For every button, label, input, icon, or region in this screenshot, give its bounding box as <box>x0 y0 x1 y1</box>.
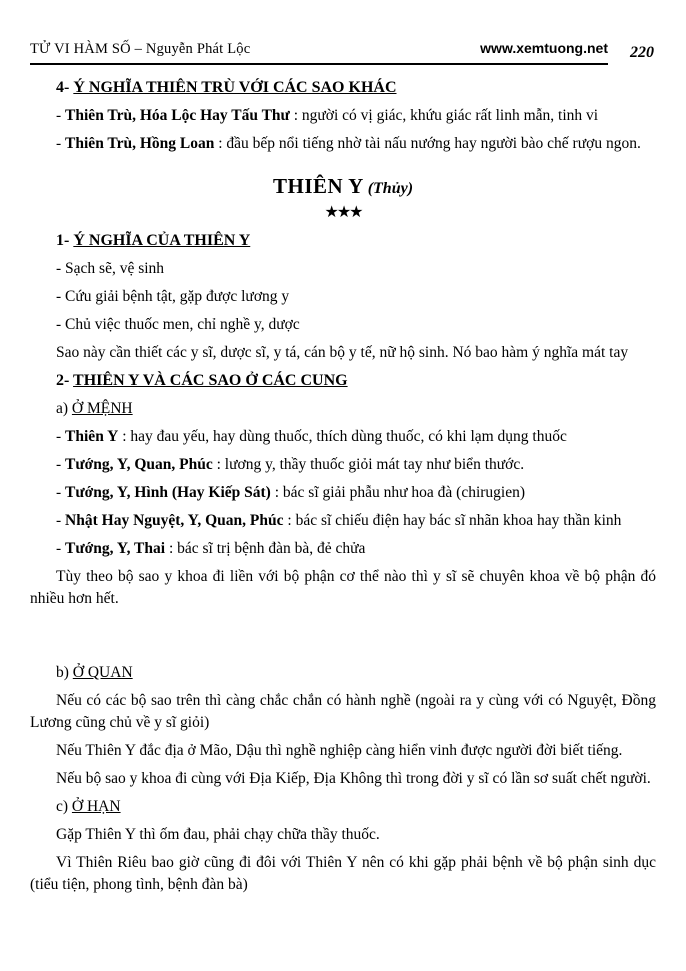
body-paragraph: Nếu bộ sao y khoa đi cùng với Địa Kiếp, Địa Không thì trong đời y sĩ có lần sơ suất chết người. <box>56 770 651 787</box>
label-prefix: b) <box>56 664 73 681</box>
page-content <box>0 65 686 896</box>
dash: - <box>56 512 66 529</box>
term: Thiên Trù, Hồng Loan <box>65 135 215 152</box>
description: : lương y, thầy thuốc giỏi mát tay như biển thước. <box>212 456 525 473</box>
body-paragraph: Nếu Thiên Y đắc địa ở Mão, Dậu thì nghề nghiệp càng hiển vinh được người đời biết tiếng. <box>56 742 623 759</box>
section-heading-y-nghia <box>30 230 656 252</box>
body-paragraph: Nếu có các bộ sao trên thì càng chắc chắn có hành nghề (ngoài ra y cùng với có Nguyệt, Đồng Lương cũng chủ về y sĩ giỏi) <box>30 692 656 731</box>
bullet-line: - Chủ việc thuốc men, chỉ nghề y, dược <box>56 316 300 333</box>
description: : bác sĩ giải phẫu như hoa đà (chirugien) <box>270 484 526 501</box>
dash: - <box>56 135 66 152</box>
description: : hay đau yếu, hay dùng thuốc, thích dùng thuốc, có khi lạm dụng thuốc <box>118 428 567 445</box>
label-prefix: a) <box>56 400 72 417</box>
page-header <box>0 0 686 65</box>
body-paragraph: Vì Thiên Riêu bao giờ cũng đi đôi với Thiên Y nên có khi gặp phải bệnh về bộ phận sinh dục (tiểu tiện, phong tình, bệnh đàn bà) <box>30 854 656 893</box>
summary-paragraph: Sao này cần thiết các y sĩ, dược sĩ, y tá, cán bộ y tế, nữ hộ sinh. Nó bao hàm ý nghĩa mát tay <box>56 344 629 361</box>
subsection-label-menh <box>30 398 656 420</box>
term-paragraph <box>30 133 656 155</box>
heading-number: 1- <box>56 232 74 249</box>
term-paragraph <box>30 426 656 448</box>
dash: - <box>56 540 66 557</box>
bullet-line: - Sạch sẽ, vệ sinh <box>56 260 165 277</box>
chapter-title-text: THIÊN Y <box>272 174 364 198</box>
book-title: TỬ VI HÀM SỐ – Nguyễn Phát Lộc <box>30 41 251 57</box>
term: Nhật Hay Nguyệt, Y, Quan, Phúc <box>65 512 284 529</box>
term-paragraph <box>30 482 656 504</box>
heading-number: 2- <box>56 372 74 389</box>
description: : bác sĩ chiếu điện hay bác sĩ nhãn khoa hay thần kinh <box>283 512 622 529</box>
section-heading-thien-tru <box>30 77 656 99</box>
subsection-label-han <box>30 796 656 818</box>
dash: - <box>56 107 66 124</box>
term: Tướng, Y, Hình (Hay Kiếp Sát) <box>65 484 271 501</box>
term: Thiên Trù, Hóa Lộc Hay Tấu Thư <box>65 107 290 124</box>
description: : người có vị giác, khứu giác rất linh mẫn, tinh vi <box>289 107 599 124</box>
chapter-title-element: (Thủy) <box>367 180 414 197</box>
label-text: Ở MỆNH <box>71 400 133 417</box>
heading-number: 4- <box>56 79 74 96</box>
note-paragraph: Tùy theo bộ sao y khoa đi liền với bộ phận cơ thể nào thì y sĩ sẽ chuyên khoa về bộ phận đó nhiều hơn hết. <box>30 568 656 607</box>
section-heading-cac-cung <box>30 370 656 392</box>
term-paragraph <box>30 454 656 476</box>
term: Tướng, Y, Quan, Phúc <box>65 456 213 473</box>
chapter-title <box>30 173 656 202</box>
term-paragraph <box>30 510 656 532</box>
label-text: Ở HẠN <box>71 798 121 815</box>
dash: - <box>56 484 66 501</box>
heading-text: THIÊN Y VÀ CÁC SAO Ở CÁC CUNG <box>73 372 348 389</box>
header-rule <box>30 40 608 65</box>
website-url: www.xemtuong.net <box>480 40 608 56</box>
heading-text: Ý NGHĨA CỦA THIÊN Y <box>73 232 251 249</box>
label-prefix: c) <box>56 798 72 815</box>
term-paragraph <box>30 538 656 560</box>
dash: - <box>56 456 66 473</box>
dash: - <box>56 428 66 445</box>
description: : đầu bếp nổi tiếng nhờ tài nấu nướng hay người bào chế rượu ngon. <box>214 135 641 152</box>
page-number: 220 <box>630 44 654 61</box>
heading-text: Ý NGHĨA THIÊN TRÙ VỚI CÁC SAO KHÁC <box>73 79 397 96</box>
term: Tướng, Y, Thai <box>65 540 166 557</box>
bullet-line: - Cứu giải bệnh tật, gặp được lương y <box>56 288 290 305</box>
description: : bác sĩ trị bệnh đàn bà, đẻ chửa <box>165 540 366 557</box>
term: Thiên Y <box>65 428 119 445</box>
star-divider: ★★★ <box>324 204 362 221</box>
body-paragraph: Gặp Thiên Y thì ốm đau, phải chạy chữa thầy thuốc. <box>56 826 380 843</box>
term-paragraph <box>30 105 656 127</box>
label-text: Ở QUAN <box>72 664 133 681</box>
subsection-label-quan <box>30 662 656 684</box>
